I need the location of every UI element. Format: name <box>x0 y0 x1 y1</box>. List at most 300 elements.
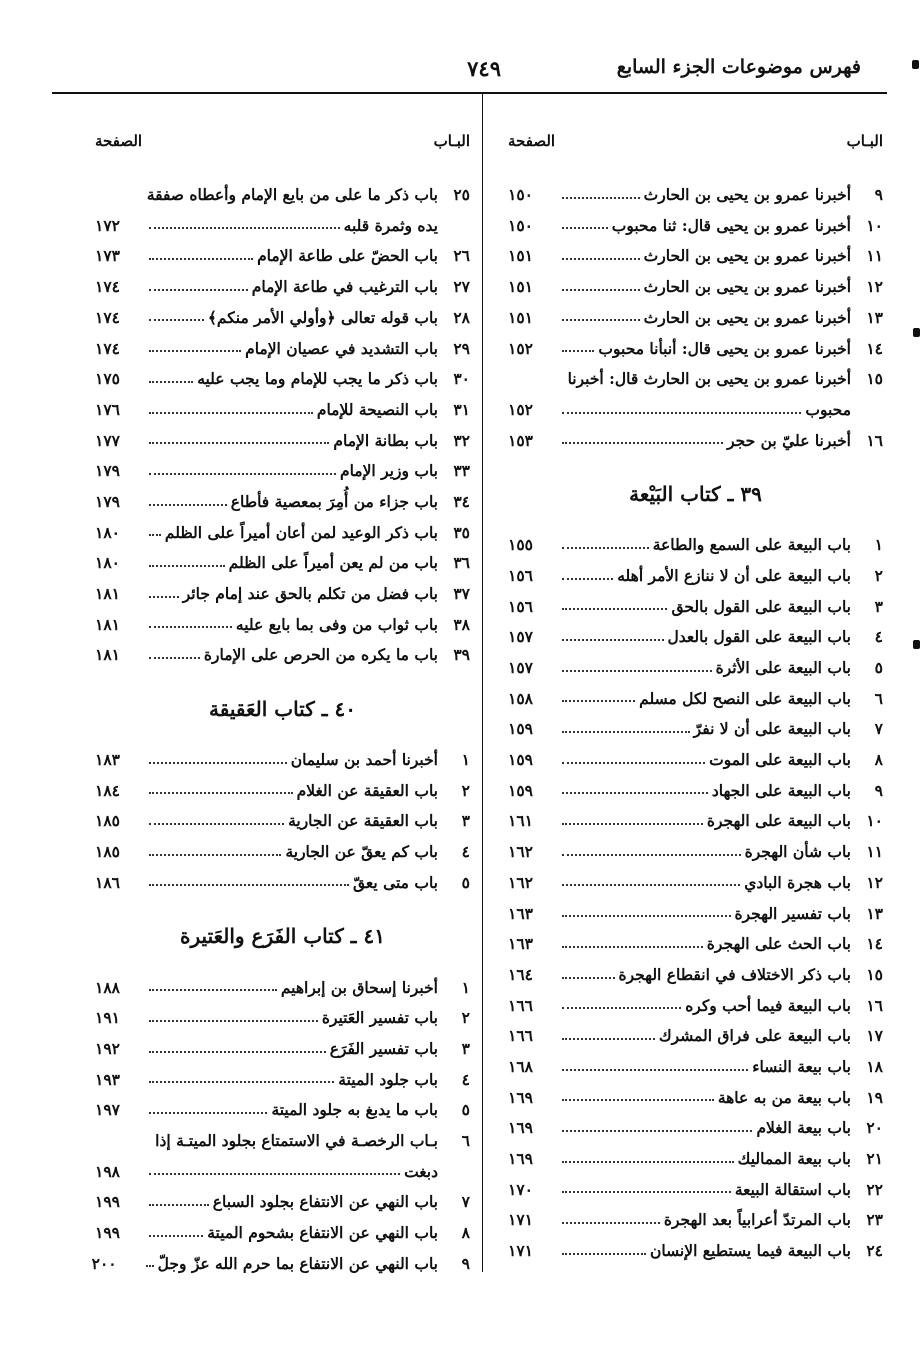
dot-leader <box>149 350 241 352</box>
toc-entry <box>91 1243 470 1274</box>
dot-leader <box>562 442 723 444</box>
toc-entry <box>95 297 470 328</box>
toc-entry <box>95 770 470 801</box>
dot-leader <box>562 1130 752 1132</box>
entry-page: ١٩٧ <box>95 1100 120 1120</box>
dot-leader <box>562 1069 748 1071</box>
dot-leader <box>562 350 594 352</box>
dot-leader <box>149 823 284 825</box>
entry-title: باب شأن الهجرة <box>744 842 851 862</box>
entry-title: باب البيعة على السمع والطاعة <box>652 535 851 555</box>
entry-number: ٣ <box>461 1038 470 1058</box>
entry-page: ١٥٧ <box>508 658 533 678</box>
page-heading: الصفحة <box>95 132 143 150</box>
toc-entry <box>95 1120 470 1151</box>
entry-number: ٢١ <box>866 1149 883 1169</box>
entry-title: باب هجرة البادي <box>744 872 851 892</box>
dot-leader <box>149 626 232 628</box>
entry-number: ٧ <box>461 1192 470 1212</box>
toc-entry <box>95 831 470 862</box>
entry-page: ١٩٩ <box>95 1223 120 1243</box>
entry-title: باب استقالة البيعة <box>734 1179 851 1199</box>
toc-entry <box>95 573 470 604</box>
entry-title: باب ذكر ما يجب للإمام وما يجب عليه <box>197 369 438 389</box>
entry-title: أخبرنا عمرو بن يحيى بن الحارث <box>643 246 851 266</box>
entry-title: باب البيعة على فراق المشرك <box>658 1026 851 1046</box>
toc-entry <box>95 327 470 358</box>
toc-entry <box>95 420 470 451</box>
toc-entry <box>508 1077 883 1108</box>
entry-number: ٢٧ <box>453 277 470 297</box>
dot-leader <box>562 762 705 764</box>
entry-title: يده وثمرة قلبه <box>343 215 438 235</box>
margin-mark <box>912 60 919 69</box>
entry-title: باب العقيقة عن الغلام <box>296 780 438 800</box>
entry-number: ١٢ <box>866 872 883 892</box>
dot-leader <box>562 319 640 321</box>
section-heading-39: ٣٩ ـ كتاب البَيْعة <box>629 482 762 507</box>
dot-leader <box>562 977 615 979</box>
toc-entry <box>95 174 470 205</box>
entry-title: باب البيعة فيما أحب وكره <box>685 995 851 1015</box>
entry-page: ١٧٣ <box>95 246 120 266</box>
dot-leader <box>149 1112 267 1114</box>
toc-entry <box>508 389 883 420</box>
dot-leader <box>562 1191 731 1193</box>
entry-title: باب البيعة على الموت <box>709 750 851 770</box>
toc-entry <box>508 524 883 555</box>
dot-leader <box>562 547 649 549</box>
entry-page: ١٥١ <box>508 277 533 297</box>
dot-leader <box>149 596 179 598</box>
entry-title: باب جزاء من أُمِرَ بمعصية فأطاع <box>230 491 438 511</box>
entry-number: ٣٢ <box>453 430 470 450</box>
dot-leader <box>562 670 712 672</box>
entry-number: ١٢ <box>866 277 883 297</box>
entry-title: باب ذكر الاختلاف في انقطاع الهجرة <box>618 964 851 984</box>
toc-entry <box>508 266 883 297</box>
entry-number: ١٣ <box>866 903 883 923</box>
dot-leader <box>562 700 635 702</box>
entry-page: ١٥٦ <box>508 565 533 585</box>
entry-title: باب البيعة على أن لا ننازع الأمر أهله <box>617 565 851 585</box>
entry-title: أخبرنا عمرو بن يحيى بن الحارث <box>643 307 851 327</box>
entry-number: ٤ <box>461 842 470 862</box>
dot-leader <box>562 258 640 260</box>
entry-page: ١٥٩ <box>508 750 533 770</box>
entry-page: ١٩٩ <box>95 1192 120 1212</box>
entry-number: ٣ <box>874 596 883 616</box>
entry-page: ١٥٣ <box>508 430 533 450</box>
entry-title: باب بيعة النساء <box>752 1056 851 1076</box>
column-header <box>508 126 883 174</box>
entry-title: باب بيعة المماليك <box>737 1149 851 1169</box>
margin-mark <box>913 640 920 649</box>
entry-list <box>91 966 470 1273</box>
entry-number: ٣٧ <box>453 584 470 604</box>
entry-title: باب وزير الإمام <box>339 461 438 481</box>
entry-number: ٥ <box>461 1100 470 1120</box>
toc-entry <box>95 800 470 831</box>
dot-leader <box>562 578 613 580</box>
entry-page: ١٧٩ <box>95 461 120 481</box>
entry-page: ١٩٢ <box>95 1038 120 1058</box>
entry-page: ١٦٦ <box>508 1026 533 1046</box>
entry-title: باب ثواب من وفى بما بايع عليه <box>235 614 438 634</box>
toc-entry <box>95 481 470 512</box>
entry-page: ١٥٥ <box>508 535 533 555</box>
dot-leader <box>562 1038 655 1040</box>
toc-entry <box>508 892 883 923</box>
dot-leader <box>149 412 313 414</box>
entry-number: ١٠ <box>866 811 883 831</box>
entry-title: باب البيعة على أن لا نفرّ <box>693 719 851 739</box>
entry-number: ٩ <box>874 185 883 205</box>
dot-leader <box>149 381 193 383</box>
entry-page: ١٧٦ <box>95 399 120 419</box>
entry-page: ١٦٨ <box>508 1056 533 1076</box>
entry-title: باب ذكر الوعيد لمن أعان أميراً على الظلم <box>164 522 438 542</box>
entry-page: ١٧٤ <box>95 307 120 327</box>
toc-entry <box>508 954 883 985</box>
entry-page: ١٨١ <box>95 614 120 634</box>
dot-leader <box>562 854 741 856</box>
entry-title: أخبرنا عمرو بن يحيى بن الحارث قال: أخبرنا <box>567 369 851 389</box>
toc-entry <box>508 923 883 954</box>
toc-entry <box>508 647 883 678</box>
dot-leader <box>562 608 667 610</box>
toc-entry <box>508 678 883 709</box>
entry-number: ٣٤ <box>453 491 470 511</box>
entry-number: ٣٠ <box>453 369 470 389</box>
entry-page: ١٧٤ <box>95 277 120 297</box>
entry-title: باب العقيقة عن الجارية <box>288 811 438 831</box>
dot-leader <box>149 227 340 229</box>
dot-leader <box>149 989 277 991</box>
entry-title: أخبرنا عمرو بن يحيى بن الحارث <box>643 185 851 205</box>
dot-leader <box>149 565 225 567</box>
entry-number: ٢٥ <box>453 185 470 205</box>
entry-title: أخبرنا عمرو بن يحيى بن الحارث <box>643 277 851 297</box>
entry-page: ١٥١ <box>508 307 533 327</box>
toc-entry <box>95 450 470 481</box>
entry-title: باب البيعة على النصح لكل مسلم <box>639 688 851 708</box>
toc-entry <box>95 604 470 635</box>
right-column <box>508 126 883 1261</box>
entry-title: باب الترغيب في طاعة الإمام <box>251 277 438 297</box>
toc-entry <box>95 997 470 1028</box>
entry-title: باب تفسير الفَرَع <box>329 1038 438 1058</box>
dot-leader <box>149 1051 326 1053</box>
entry-number: ٢٢ <box>866 1179 883 1199</box>
entry-number: ٥ <box>461 872 470 892</box>
entry-page: ١٩١ <box>95 1008 120 1028</box>
entry-title: أخبرنا عليّ بن حجر <box>727 430 851 450</box>
dot-leader <box>562 731 690 733</box>
entry-page: ١٨٥ <box>95 842 120 862</box>
entry-page: ١٦٢ <box>508 872 533 892</box>
toc-entry <box>508 862 883 893</box>
toc-entry <box>508 586 883 617</box>
entry-title: باب البيعة على الأثرة <box>715 658 851 678</box>
entry-number: ٣ <box>461 811 470 831</box>
entry-page: ١٦٩ <box>508 1087 533 1107</box>
entry-number: ١٦ <box>866 995 883 1015</box>
toc-entry <box>508 1138 883 1169</box>
entry-page: ١٩٨ <box>95 1161 120 1181</box>
entry-number: ٢ <box>461 780 470 800</box>
entry-title: باب ما يدبغ به جلود الميتة <box>271 1100 438 1120</box>
dot-leader <box>149 1235 203 1237</box>
toc-entry <box>508 1199 883 1230</box>
running-header-title: فهرس موضوعات الجزء السابع <box>616 56 861 78</box>
entry-number: ١٤ <box>866 934 883 954</box>
entry-page: ١٧٠ <box>508 1179 533 1199</box>
dot-leader <box>562 1099 714 1101</box>
entry-number: ١١ <box>866 246 883 266</box>
entry-number: ١ <box>461 750 470 770</box>
toc-entry <box>508 1046 883 1077</box>
entry-number: ٤ <box>461 1069 470 1089</box>
dot-leader <box>562 197 640 199</box>
toc-entry <box>95 1059 470 1090</box>
toc-entry <box>95 1181 470 1212</box>
toc-entry <box>508 1107 883 1138</box>
entry-page: ٢٠٠ <box>91 1253 117 1273</box>
toc-entry <box>95 739 470 770</box>
entry-page: ١٦٤ <box>508 964 533 984</box>
toc-entry <box>508 205 883 236</box>
dot-leader <box>149 319 204 321</box>
dot-leader <box>562 1253 646 1255</box>
entry-number: ٨ <box>461 1223 470 1243</box>
dot-leader <box>562 884 740 886</box>
toc-entry <box>508 739 883 770</box>
entry-page: ١٦٩ <box>508 1149 533 1169</box>
entry-number: ٥ <box>874 658 883 678</box>
entry-title: أخبرنا عمرو بن يحيى قال: أنبأنا محبوب <box>598 338 851 358</box>
dot-leader <box>149 258 253 260</box>
entry-number: ٧ <box>874 719 883 739</box>
entry-title: باب ما يكره من الحرص على الإمارة <box>203 645 438 665</box>
entry-number: ١٥ <box>866 964 883 984</box>
toc-entry <box>95 358 470 389</box>
toc-entry <box>508 358 883 389</box>
entry-number: ٦ <box>874 688 883 708</box>
entry-number: ٢٩ <box>453 338 470 358</box>
toc-entry <box>508 616 883 647</box>
entry-title: باب النهي عن الانتفاع بجلود السباع <box>212 1192 438 1212</box>
chapter-heading: البـاب <box>433 132 470 150</box>
toc-entry <box>508 770 883 801</box>
toc-entry <box>508 708 883 739</box>
entry-title: أخبرنا أحمد بن سليمان <box>290 750 438 770</box>
entry-number: ١٨ <box>866 1056 883 1076</box>
entry-number: ٨ <box>874 750 883 770</box>
dot-leader <box>149 1204 209 1206</box>
entry-page: ١٨١ <box>95 584 120 604</box>
entry-number: ٣٩ <box>453 645 470 665</box>
entry-page: ١٨٥ <box>95 811 120 831</box>
section-heading-41: ٤١ ـ كتاب الفَرَع والعَتيرة <box>180 924 385 949</box>
entry-number: ١٧ <box>866 1026 883 1046</box>
dot-leader <box>562 289 640 291</box>
entry-page: ١٨٤ <box>95 780 120 800</box>
toc-entry <box>508 1230 883 1261</box>
toc-entry <box>95 266 470 297</box>
entry-title: باب جلود الميتة <box>338 1069 438 1089</box>
entry-page: ١٨٠ <box>95 553 120 573</box>
entry-title: باب المرتدّ أعرابياً بعد الهجرة <box>663 1210 851 1230</box>
entry-number: ٢ <box>874 565 883 585</box>
entry-title: باب قوله تعالى ﴿وأولي الأمر منكم﴾ <box>207 307 438 327</box>
toc-entry <box>508 1015 883 1046</box>
entry-number: ٣٦ <box>453 553 470 573</box>
entry-number: ٣٨ <box>453 614 470 634</box>
entry-page: ١٧١ <box>508 1210 533 1230</box>
dot-leader <box>149 534 161 536</box>
page-heading: الصفحة <box>508 132 556 150</box>
entry-number: ٢٤ <box>866 1241 883 1261</box>
toc-entry <box>508 235 883 266</box>
left-column <box>91 126 470 1273</box>
entry-title: باب بطانة الإمام <box>333 430 438 450</box>
entry-page: ١٦٦ <box>508 995 533 1015</box>
entry-page: ١٥٠ <box>508 215 533 235</box>
entry-page: ١٦١ <box>508 811 533 831</box>
dot-leader <box>562 915 731 917</box>
section-heading-40: ٤٠ ـ كتاب العَقيقة <box>209 697 357 721</box>
entry-title: باب البيعة على الهجرة <box>706 811 851 831</box>
entry-page: ١٥١ <box>508 246 533 266</box>
entry-title: باب ذكر ما على من بايع الإمام وأعطاه صفقة <box>146 185 438 205</box>
toc-entry <box>95 512 470 543</box>
dot-leader <box>149 1020 318 1022</box>
dot-leader <box>149 1081 334 1083</box>
toc-entry <box>95 1151 470 1182</box>
dot-leader <box>149 884 349 886</box>
entry-page: ١٧٤ <box>95 338 120 358</box>
entry-number: ١٥ <box>866 369 883 389</box>
margin-mark <box>913 328 920 337</box>
column-divider <box>482 92 483 1272</box>
entry-number: ٢٣ <box>866 1210 883 1230</box>
dot-leader <box>562 1007 681 1009</box>
entry-number: ١٤ <box>866 338 883 358</box>
entry-number: ١٩ <box>866 1087 883 1107</box>
toc-entry <box>95 542 470 573</box>
dot-leader <box>149 442 329 444</box>
entry-title: باب البيعة على القول بالحق <box>671 596 851 616</box>
toc-entry <box>508 800 883 831</box>
entry-number: ٣٣ <box>453 461 470 481</box>
entry-title: باب البيعة على القول بالعدل <box>667 627 851 647</box>
entry-title: باب تفسير العَتيرة <box>321 1008 438 1028</box>
entry-list <box>508 174 883 450</box>
entry-page: ١٥٧ <box>508 627 533 647</box>
entry-number: ٢٦ <box>453 246 470 266</box>
dot-leader <box>149 762 287 764</box>
entry-number: ٩ <box>461 1253 470 1273</box>
dot-leader <box>149 792 293 794</box>
entry-page: ١٥٦ <box>508 596 533 616</box>
entry-page: ١٥٨ <box>508 688 533 708</box>
entry-list <box>95 739 470 892</box>
dot-leader <box>562 792 708 794</box>
chapter-heading: البـاب <box>846 132 883 150</box>
column-header <box>95 126 470 174</box>
toc-entry <box>95 389 470 420</box>
entry-page: ١٦٣ <box>508 934 533 954</box>
dot-leader <box>562 412 801 414</box>
entry-number: ١٣ <box>866 307 883 327</box>
entry-page: ١٩٣ <box>95 1069 120 1089</box>
dot-leader <box>149 289 248 291</box>
toc-entry <box>508 831 883 862</box>
toc-entry <box>508 297 883 328</box>
page-number: ٧٤٩ <box>467 56 501 81</box>
dot-leader <box>149 504 227 506</box>
dot-leader <box>562 1161 734 1163</box>
dot-leader <box>146 1265 154 1267</box>
entry-page: ١٥٩ <box>508 780 533 800</box>
toc-entry <box>508 555 883 586</box>
entry-title: باب الحث على الهجرة <box>706 934 851 954</box>
entry-list <box>508 524 883 1261</box>
toc-entry <box>95 1028 470 1059</box>
entry-number: ٢٠ <box>866 1118 883 1138</box>
entry-title: دبغت <box>404 1161 438 1181</box>
entry-title: أخبرنا عمرو بن يحيى قال: ثنا محبوب <box>611 215 851 235</box>
entry-number: ٣٥ <box>453 522 470 542</box>
entry-number: ١ <box>461 977 470 997</box>
entry-title: باب البيعة على الجهاد <box>711 780 851 800</box>
entry-number: ١ <box>874 535 883 555</box>
entry-page: ١٥٢ <box>508 338 533 358</box>
toc-entry <box>95 634 470 665</box>
toc-entry <box>508 985 883 1016</box>
dot-leader <box>562 227 608 229</box>
entry-number: ١١ <box>866 842 883 862</box>
entry-number: ١٦ <box>866 430 883 450</box>
entry-page: ١٧٧ <box>95 430 120 450</box>
entry-title: بـاب الرخصـة في الاستمتاع بجلود الميتـة إذا <box>155 1130 438 1150</box>
entry-title: أخبرنا إسحاق بن إبراهيم <box>280 977 438 997</box>
dot-leader <box>562 639 664 641</box>
entry-title: باب الحضّ على طاعة الإمام <box>257 246 438 266</box>
entry-number: ٢ <box>461 1008 470 1028</box>
entry-title: باب فضل من تكلم بالحق عند إمام جائر <box>182 584 438 604</box>
dot-leader <box>149 1173 400 1175</box>
entry-number: ٤ <box>874 627 883 647</box>
entry-title: باب متى يعقّ <box>352 872 438 892</box>
entry-title: باب تفسير الهجرة <box>734 903 851 923</box>
entry-page: ١٨٣ <box>95 750 120 770</box>
toc-entry <box>95 1089 470 1120</box>
entry-page: ١٨٦ <box>95 872 120 892</box>
entry-number: ٣١ <box>453 399 470 419</box>
toc-entry <box>508 420 883 451</box>
dot-leader <box>149 854 281 856</box>
toc-entry <box>508 1169 883 1200</box>
entry-title: محبوب <box>805 399 851 419</box>
entry-number: ١٠ <box>866 215 883 235</box>
entry-title: باب البيعة فيما يستطيع الإنسان <box>649 1241 851 1261</box>
entry-title: باب النهي عن الانتفاع بما حرم الله عزّ وجلّ <box>157 1253 438 1273</box>
toc-entry <box>95 205 470 236</box>
entry-page: ١٧٩ <box>95 491 120 511</box>
entry-page: ١٥٩ <box>508 719 533 739</box>
